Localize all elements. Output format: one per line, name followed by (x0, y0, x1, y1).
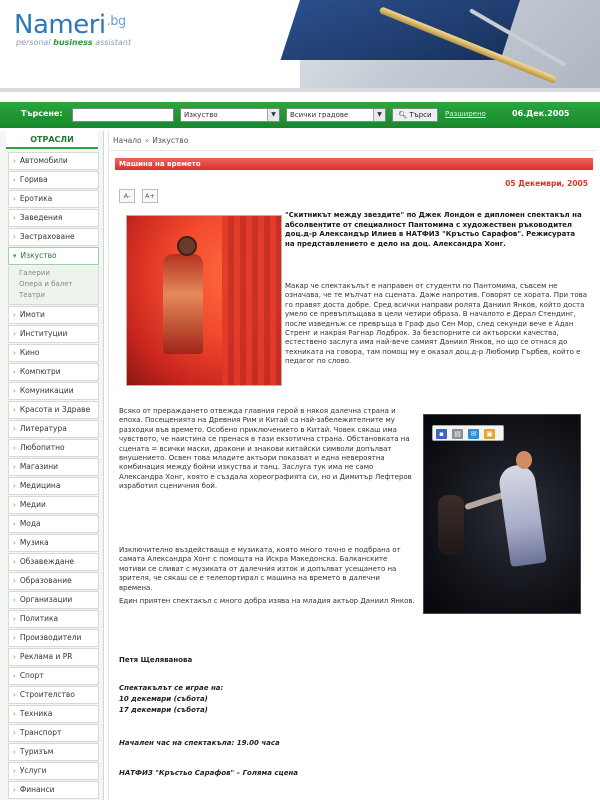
sidebar-item[interactable] (8, 382, 99, 400)
sidebar-item[interactable] (8, 477, 99, 495)
chevron-right-icon: › (13, 520, 16, 528)
breadcrumb-current[interactable]: Изкуство (152, 136, 189, 145)
article-photo-dancer (423, 414, 581, 614)
sidebar-item[interactable] (8, 439, 99, 457)
sidebar-item-label: Финанси (19, 785, 55, 794)
chevron-right-icon: › (13, 463, 16, 471)
sidebar-item[interactable] (8, 152, 99, 170)
sidebar-item-label: Туризъм (19, 747, 54, 756)
photo-dancer-head (516, 451, 532, 469)
schedule-date: 17 декември (събота) (119, 706, 208, 714)
sidebar-item[interactable] (8, 325, 99, 343)
breadcrumb (113, 136, 188, 145)
chevron-right-icon: › (13, 349, 16, 357)
chevron-right-icon: › (13, 482, 16, 490)
sidebar-item-label: Реклама и PR (19, 652, 73, 661)
chevron-right-icon: › (13, 634, 16, 642)
sidebar-item[interactable] (8, 781, 99, 799)
sidebar-item[interactable] (8, 515, 99, 533)
chevron-right-icon: › (13, 577, 16, 585)
article-photo-actor (126, 215, 282, 386)
breadcrumb-separator: » (144, 136, 150, 145)
site-logo[interactable] (14, 10, 131, 47)
article-paragraph-4: Един приятен спектакъл с много добра изява на младия актьор Даниил Янков. (119, 597, 415, 605)
photo-dancer-body (497, 463, 547, 567)
chevron-right-icon: › (13, 729, 16, 737)
article-paragraph-3: Изключително въздействаща е музиката, която много точно е подбрана от самата Александра Хонг с помощта на Искра Македонска. Балканските мотиви се сливат с музиката от далечния изток и допълват усещането на зрителя, че сякаш се е телепортирал с машина на времето в далечни времена. (119, 546, 401, 592)
chevron-right-icon: › (13, 368, 16, 376)
sidebar-item-label: Организации (19, 595, 73, 604)
sidebar-item[interactable] (8, 572, 99, 590)
category-select-value: Изкуство (184, 111, 218, 119)
advanced-search-link[interactable]: Разширено (445, 110, 486, 118)
email-icon[interactable]: ✉ (468, 429, 479, 439)
chevron-right-icon: › (13, 444, 16, 452)
sidebar-item[interactable] (8, 228, 99, 246)
sidebar-item-label: Литература (19, 424, 67, 433)
chevron-right-icon: › (13, 539, 16, 547)
chevron-right-icon: › (13, 176, 16, 184)
font-decrease-button[interactable]: A- (119, 189, 135, 203)
logo-name: Nameri (14, 10, 106, 40)
sidebar-item[interactable] (8, 420, 99, 438)
sidebar-item[interactable] (8, 401, 99, 419)
sidebar-item[interactable] (8, 591, 99, 609)
sidebar-subitem[interactable]: Галерии (19, 269, 50, 277)
photo-figure-body (163, 254, 203, 354)
sidebar-item-label: Услуги (19, 766, 47, 775)
search-input[interactable] (72, 108, 174, 122)
chevron-down-icon: ▾ (13, 252, 17, 260)
article-intro: "Скитникът между звездите" по Джек Лондон е дипломен спектакъл на абсолвентите от специалност Пантомима с художествен ръководител доц.д-р Александър Илиев в НАТФИЗ "Кръстьо Сарафов". Режисурата на представлението е дело на доц. Александра Хонг. (285, 211, 582, 248)
sidebar-item[interactable] (8, 686, 99, 704)
sidebar-item[interactable] (8, 209, 99, 227)
logo-tld: .bg (106, 14, 126, 29)
chevron-right-icon: › (13, 615, 16, 623)
sidebar-item-label: Политика (19, 614, 59, 623)
sidebar-subitem[interactable]: Театри (19, 291, 45, 299)
sidebar-item[interactable] (8, 363, 99, 381)
article-author: Петя Щеляванова (119, 656, 193, 664)
save-icon[interactable]: ▪ (436, 429, 447, 439)
sidebar-item[interactable] (8, 553, 99, 571)
sidebar-item-label: Мода (19, 519, 41, 528)
search-bar (0, 102, 600, 128)
sidebar-submenu (8, 266, 99, 305)
chevron-right-icon: › (13, 425, 16, 433)
sidebar-item[interactable] (8, 610, 99, 628)
header-divider (0, 88, 600, 92)
chevron-right-icon: › (13, 157, 16, 165)
sidebar-item-label: Горива (19, 175, 48, 184)
schedule-date: 10 декември (събота) (119, 695, 208, 703)
chevron-down-icon: ▼ (373, 109, 385, 121)
chevron-right-icon: › (13, 596, 16, 604)
sidebar-item-label: Кино (19, 348, 40, 357)
sidebar-item-label: Техника (19, 709, 53, 718)
sidebar-item[interactable] (8, 667, 99, 685)
main-content (108, 131, 596, 800)
article-paragraph-1: Макар че спектакълът е направен от студенти по Пантомима, съвсем не означава, че те мълчат на сцената. Даже напротив. Говорят се хората. При това го правят доста добре. Сред всички направи ролята Даниил Янков, който доста умело се превъплъщава в цели четири образа. В началото е Дерал Стендинг, после изведнъж се превръща в Граф дьо Сен Мор, след секунди вече е Адан Стренг и накрая Рагнар Лодброк. За безспорните си актьорски качества, естествено заслуга има най-вече самият Даниил Янков, но що се отнася до техниката на говора, там помощ му е оказал доц.д-р Любомир Гърбев, който е педагог по слово. (285, 282, 588, 366)
current-date: 06.Дек.2005 (512, 109, 570, 118)
sidebar-subitem[interactable]: Опера и балет (19, 280, 73, 288)
sidebar-title: ОТРАСЛИ (6, 131, 98, 149)
chevron-down-icon: ▼ (267, 109, 279, 121)
chevron-right-icon: › (13, 233, 16, 241)
sidebar-item-label: Обзавеждане (19, 557, 75, 566)
copy-icon[interactable]: ▣ (484, 429, 495, 439)
sidebar-item-label: Любопитно (19, 443, 65, 452)
sidebar-item[interactable] (8, 705, 99, 723)
sidebar-item-label: Магазини (19, 462, 59, 471)
city-select-value: Всички градове (290, 111, 349, 119)
search-button[interactable] (392, 108, 438, 122)
site-header (0, 0, 600, 92)
sidebar-item-label: Заведения (19, 213, 63, 222)
sidebar-item-label: Транспорт (19, 728, 62, 737)
sidebar-item[interactable] (8, 762, 99, 780)
search-label: Търсене: (21, 109, 63, 118)
sidebar-item-label: Красота и Здраве (19, 405, 91, 414)
sidebar-item-label: Медии (19, 500, 46, 509)
schedule-title: Спектакълът се играе на: (119, 684, 224, 692)
sidebar-item[interactable] (8, 534, 99, 552)
chevron-right-icon: › (13, 653, 16, 661)
chevron-right-icon: › (13, 748, 16, 756)
breadcrumb-divider (109, 150, 597, 151)
photo-curtain (222, 216, 282, 386)
sidebar-item-label: Имоти (19, 310, 45, 319)
sidebar-item-label: Застраховане (19, 232, 75, 241)
search-icon: 🔍︎ (398, 111, 408, 119)
sidebar-item-active[interactable] (8, 247, 99, 265)
logo-tagline: personal business assistant (16, 38, 132, 47)
category-select[interactable] (180, 108, 280, 122)
sidebar-item[interactable] (8, 724, 99, 742)
chevron-right-icon: › (13, 786, 16, 794)
start-time: Начален час на спектакъла: 19.00 часа (119, 739, 280, 747)
chevron-right-icon: › (13, 311, 16, 319)
chevron-right-icon: › (13, 672, 16, 680)
sidebar-item-label: Музика (19, 538, 49, 547)
chevron-right-icon: › (13, 691, 16, 699)
sidebar-item-label: Строителство (19, 690, 75, 699)
sidebar-list (0, 152, 103, 799)
sidebar-item[interactable] (8, 344, 99, 362)
sidebar-item[interactable] (8, 496, 99, 514)
sidebar-item[interactable] (8, 171, 99, 189)
sidebar-item-label: Изкуство (20, 251, 57, 260)
breadcrumb-home[interactable]: Начало (113, 136, 142, 145)
chevron-right-icon: › (13, 501, 16, 509)
chevron-right-icon: › (13, 330, 16, 338)
photo-figure-head (177, 236, 197, 256)
sidebar-item-label: Автомобили (19, 156, 68, 165)
sidebar-item-label: Медицина (19, 481, 61, 490)
article-date: 05 Декември, 2005 (505, 179, 588, 188)
chevron-right-icon: › (13, 387, 16, 395)
sidebar-item-label: Еротика (19, 194, 53, 203)
sidebar-item[interactable] (8, 306, 99, 324)
sidebar-item-label: Производители (19, 633, 82, 642)
image-toolbar (432, 425, 504, 441)
sidebar-item[interactable] (8, 629, 99, 647)
sidebar-item[interactable] (8, 743, 99, 761)
sidebar (0, 131, 104, 800)
chevron-right-icon: › (13, 767, 16, 775)
photo-background-figure (438, 495, 464, 555)
sidebar-item-label: Компютри (19, 367, 61, 376)
chevron-right-icon: › (13, 214, 16, 222)
chevron-right-icon: › (13, 558, 16, 566)
sidebar-item-label: Комуникации (19, 386, 74, 395)
sidebar-item-label: Институции (19, 329, 68, 338)
sidebar-item[interactable] (8, 458, 99, 476)
print-icon[interactable]: ▤ (452, 429, 463, 439)
sidebar-item[interactable] (8, 648, 99, 666)
chevron-right-icon: › (13, 710, 16, 718)
city-select[interactable] (286, 108, 386, 122)
article-paragraph-2: Всяко от прераждането отвежда главния герой в някоя далечна страна и епоха. Посещенията на Древния Рим и Китай са най-забележителните му разходки във времето. Особено приключението в Китай. Човек сякаш има чувството, че наистина се пренася в тази екзотична страна. Обстановката на сцената = всички маски, дракони и знакови китайски символи допълват внушението. Освен това младите актьори показват и една невероятна комбинация между бойни изкуства и танц. Заслуга тук има не само Александра Хонг, която е създала хореографията си, но и Димитър Лефтеров изработил сценичния бой. (119, 407, 412, 491)
sidebar-item-label: Спорт (19, 671, 44, 680)
venue: НАТФИЗ "Кръстьо Сарафов" – Голяма сцена (119, 769, 298, 777)
font-increase-button[interactable]: A+ (142, 189, 158, 203)
sidebar-item[interactable] (8, 190, 99, 208)
chevron-right-icon: › (13, 195, 16, 203)
sidebar-item-label: Образование (19, 576, 72, 585)
search-button-label: Търси (409, 111, 432, 119)
chevron-right-icon: › (13, 406, 16, 414)
section-title-bar: Машина на времето (115, 158, 593, 170)
